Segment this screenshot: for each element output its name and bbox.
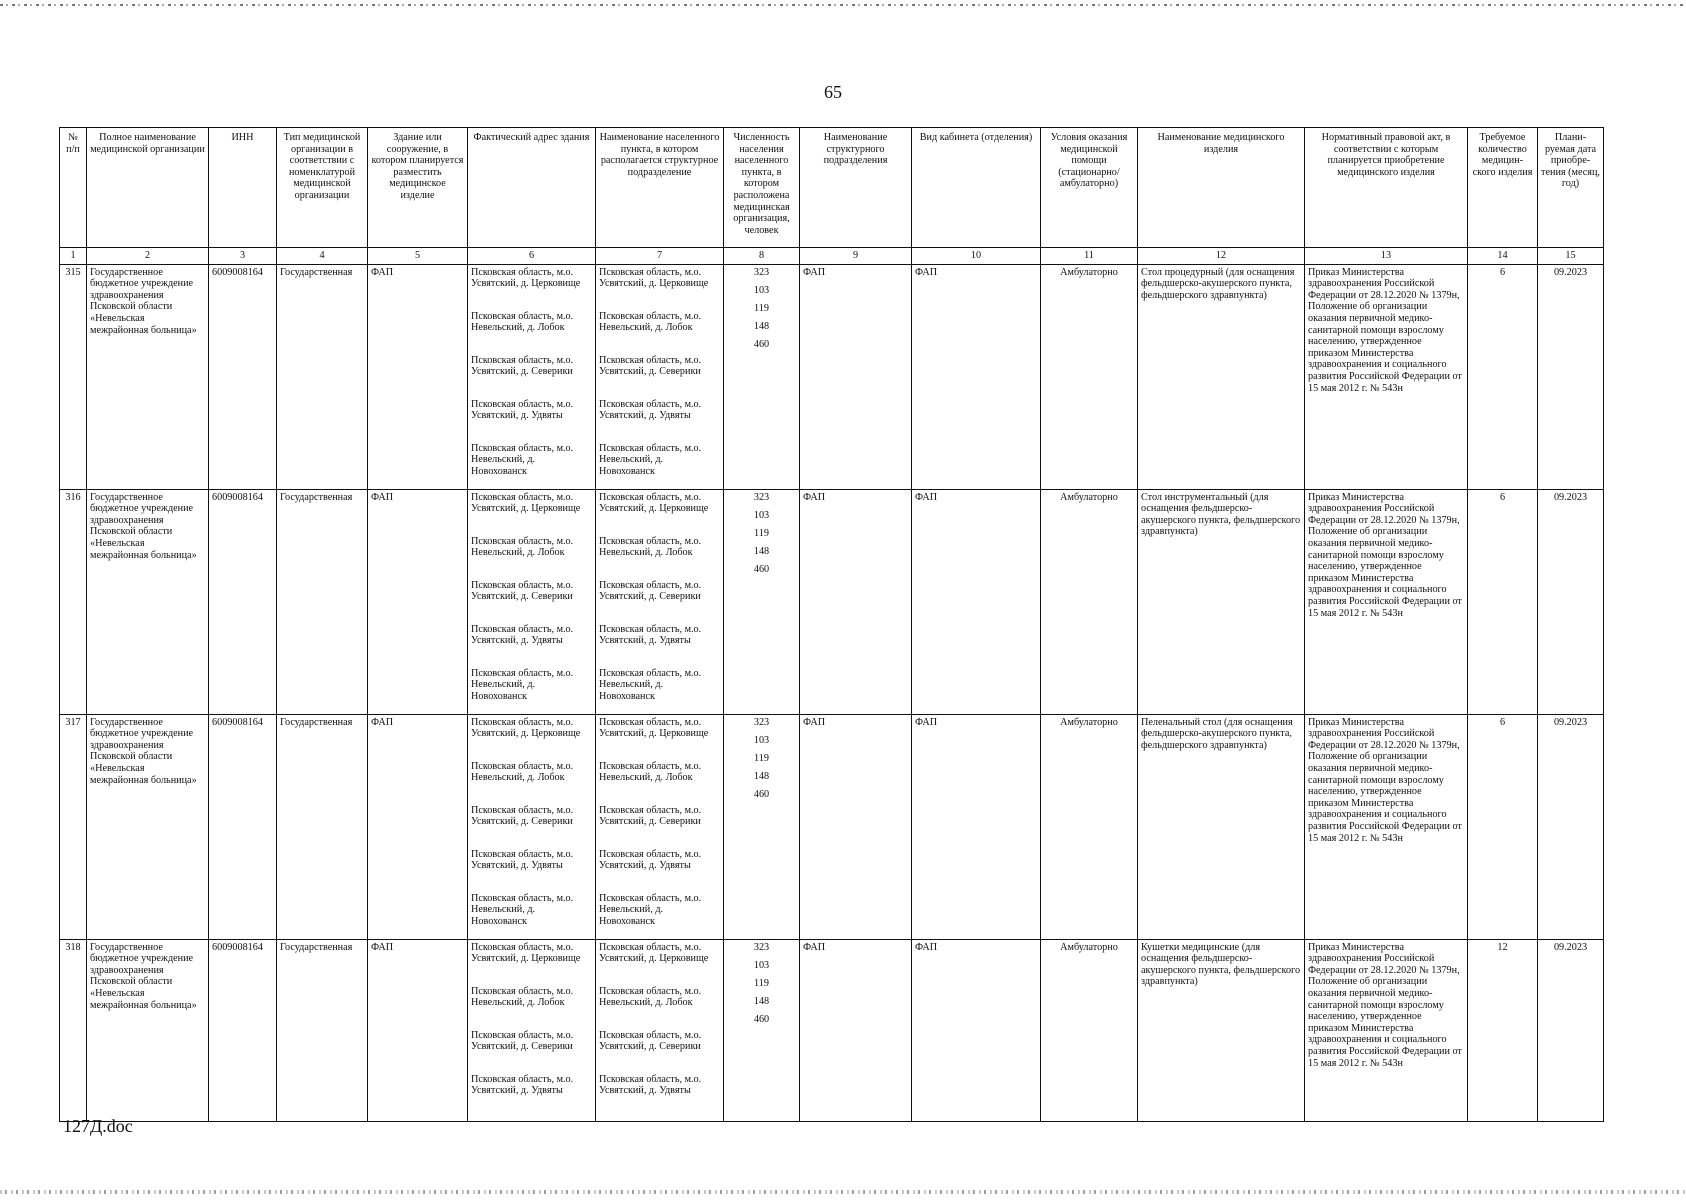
row-number: 315 <box>60 264 87 489</box>
address: Псковская область, м.о. Невельский, д. Новохованск <box>471 442 574 477</box>
population: 103 <box>753 509 770 521</box>
header-cell: Условия оказания медицинской помощи (стационарно/ амбулаторно) <box>1041 128 1138 248</box>
quantity: 6 <box>1468 714 1538 939</box>
header-cell: ИНН <box>209 128 277 248</box>
address-list <box>468 489 596 714</box>
settlement: Псковская область, м.о. Усвятский, д. Церковище <box>599 266 709 290</box>
page-number: 65 <box>824 82 842 102</box>
address: Псковская область, м.о. Невельский, д. Лобок <box>471 535 574 559</box>
address: Псковская область, м.о. Усвятский, д. Церковище <box>471 266 581 290</box>
org-name: Государственное бюджетное учреждение здравоохранения Псковской области «Невельская межрайонная больница» <box>87 714 209 939</box>
org-name: Государственное бюджетное учреждение здравоохранения Псковской области «Невельская межрайонная больница» <box>87 489 209 714</box>
address: Псковская область, м.о. Усвятский, д. Церковище <box>471 941 581 965</box>
address: Псковская область, м.о. Усвятский, д. Северики <box>471 579 574 603</box>
legal-act: Приказ Министерства здравоохранения Российской Федерации от 28.12.2020 № 1379н, Положение об организации оказания первичной медико-санитарной помощи взрослому населению, утвержденное приказом Министерства здравоохранения и социального развития Российской Федерации от 15 мая 2012 г. № 543н <box>1305 714 1468 939</box>
population: 119 <box>754 752 769 764</box>
settlement: Псковская область, м.о. Усвятский, д. Церковище <box>599 491 709 515</box>
settlement-list <box>596 489 724 714</box>
header-cell: Плани-руемая дата приобре-тения (месяц, год) <box>1538 128 1604 248</box>
header-cell: Тип медицинской организации в соответствии с номенклатурой медицинской организации <box>277 128 368 248</box>
settlement: Псковская область, м.о. Усвятский, д. Удвяты <box>599 848 702 872</box>
row-number: 317 <box>60 714 87 939</box>
inn: 6009008164 <box>209 489 277 714</box>
population: 460 <box>753 563 770 575</box>
purchase-date: 09.2023 <box>1538 264 1604 489</box>
structural-unit: ФАП <box>800 264 912 489</box>
quantity: 6 <box>1468 264 1538 489</box>
table-row <box>60 489 1604 714</box>
header-cell: Требуемое количество медицин-ского изделия <box>1468 128 1538 248</box>
header-cell: Численность населения населенного пункта, в котором расположена медицинская организация, человек <box>724 128 800 248</box>
header-cell: Здание или сооружение, в котором планируется разместить медицинское изделие <box>368 128 468 248</box>
settlement: Псковская область, м.о. Усвятский, д. Северики <box>599 354 702 378</box>
device-name: Кушетки медицинские (для оснащения фельдшерско-акушерского пункта, фельдшерского здравпункта) <box>1138 939 1305 1121</box>
column-number: 8 <box>724 248 800 265</box>
population: 323 <box>753 716 770 728</box>
column-number: 9 <box>800 248 912 265</box>
cabinet-type: ФАП <box>912 489 1041 714</box>
scan-edge-bottom <box>0 1190 1686 1194</box>
population-list <box>724 939 800 1121</box>
column-number: 13 <box>1305 248 1468 265</box>
org-type: Государственная <box>277 489 368 714</box>
column-number: 14 <box>1468 248 1538 265</box>
header-row <box>60 128 1604 248</box>
address: Псковская область, м.о. Усвятский, д. Удвяты <box>471 398 574 422</box>
address: Псковская область, м.о. Усвятский, д. Северики <box>471 804 574 828</box>
settlement-list <box>596 264 724 489</box>
scan-edge-top <box>0 4 1686 6</box>
inn: 6009008164 <box>209 264 277 489</box>
population: 460 <box>753 1013 770 1025</box>
address: Псковская область, м.о. Усвятский, д. Северики <box>471 354 574 378</box>
column-number: 1 <box>60 248 87 265</box>
settlement-list <box>596 714 724 939</box>
population: 148 <box>753 320 770 332</box>
device-name: Стол процедурный (для оснащения фельдшерско-акушерского пункта, фельдшерского здравпункта) <box>1138 264 1305 489</box>
inn: 6009008164 <box>209 939 277 1121</box>
building: ФАП <box>368 714 468 939</box>
address: Псковская область, м.о. Усвятский, д. Северики <box>471 1029 574 1053</box>
population-list <box>724 489 800 714</box>
population: 103 <box>753 284 770 296</box>
population-list <box>724 714 800 939</box>
header-cell: Нормативный правовой акт, в соответствии с которым планируется приобретение медицинского изделия <box>1305 128 1468 248</box>
legal-act: Приказ Министерства здравоохранения Российской Федерации от 28.12.2020 № 1379н, Положение об организации оказания первичной медико-санитарной помощи взрослому населению, утвержденное приказом Министерства здравоохранения и социального развития Российской Федерации от 15 мая 2012 г. № 543н <box>1305 489 1468 714</box>
settlement: Псковская область, м.о. Усвятский, д. Северики <box>599 804 702 828</box>
address: Псковская область, м.о. Невельский, д. Новохованск <box>471 892 574 927</box>
settlement: Псковская область, м.о. Невельский, д. Новохованск <box>599 667 702 702</box>
column-number: 7 <box>596 248 724 265</box>
settlement: Псковская область, м.о. Невельский, д. Новохованск <box>599 892 702 927</box>
column-number-row <box>60 248 1604 265</box>
column-number: 11 <box>1041 248 1138 265</box>
equipment-table <box>59 127 1604 1122</box>
header-cell: Фактический адрес здания <box>468 128 596 248</box>
population: 148 <box>753 995 770 1007</box>
cabinet-type: ФАП <box>912 714 1041 939</box>
address: Псковская область, м.о. Невельский, д. Лобок <box>471 760 574 784</box>
settlement: Псковская область, м.о. Усвятский, д. Удвяты <box>599 623 702 647</box>
population: 119 <box>754 527 769 539</box>
column-number: 5 <box>368 248 468 265</box>
settlement: Псковская область, м.о. Усвятский, д. Северики <box>599 579 702 603</box>
address-list <box>468 939 596 1121</box>
address: Псковская область, м.о. Усвятский, д. Церковище <box>471 491 581 515</box>
population: 323 <box>753 266 770 278</box>
population: 460 <box>753 338 770 350</box>
table-row <box>60 714 1604 939</box>
address: Псковская область, м.о. Невельский, д. Лобок <box>471 310 574 334</box>
address: Псковская область, м.о. Невельский, д. Новохованск <box>471 667 574 702</box>
row-number: 316 <box>60 489 87 714</box>
care-conditions: Амбулаторно <box>1041 489 1138 714</box>
building: ФАП <box>368 264 468 489</box>
org-name: Государственное бюджетное учреждение здравоохранения Псковской области «Невельская межрайонная больница» <box>87 264 209 489</box>
address: Псковская область, м.о. Усвятский, д. Церковище <box>471 716 581 740</box>
header-cell: Вид кабинета (отделения) <box>912 128 1041 248</box>
population: 103 <box>753 959 770 971</box>
column-number: 4 <box>277 248 368 265</box>
settlement: Псковская область, м.о. Невельский, д. Лобок <box>599 535 702 559</box>
org-type: Государственная <box>277 264 368 489</box>
population: 148 <box>753 545 770 557</box>
purchase-date: 09.2023 <box>1538 939 1604 1121</box>
settlement: Псковская область, м.о. Усвятский, д. Северики <box>599 1029 702 1053</box>
structural-unit: ФАП <box>800 714 912 939</box>
care-conditions: Амбулаторно <box>1041 939 1138 1121</box>
cabinet-type: ФАП <box>912 264 1041 489</box>
org-type: Государственная <box>277 939 368 1121</box>
settlement: Псковская область, м.о. Невельский, д. Новохованск <box>599 442 702 477</box>
population: 323 <box>753 941 770 953</box>
table-row <box>60 939 1604 1121</box>
address: Псковская область, м.о. Невельский, д. Лобок <box>471 985 574 1009</box>
header-cell: № п/п <box>60 128 87 248</box>
address-list <box>468 714 596 939</box>
settlement-list <box>596 939 724 1121</box>
header-cell: Наименование медицинского изделия <box>1138 128 1305 248</box>
address-list <box>468 264 596 489</box>
cabinet-type: ФАП <box>912 939 1041 1121</box>
org-name: Государственное бюджетное учреждение здравоохранения Псковской области «Невельская межрайонная больница» <box>87 939 209 1121</box>
quantity: 12 <box>1468 939 1538 1121</box>
population-list <box>724 264 800 489</box>
settlement: Псковская область, м.о. Невельский, д. Лобок <box>599 760 702 784</box>
building: ФАП <box>368 939 468 1121</box>
settlement: Псковская область, м.о. Усвятский, д. Церковище <box>599 716 709 740</box>
population: 148 <box>753 770 770 782</box>
device-name: Стол инструментальный (для оснащения фельдшерско-акушерского пункта, фельдшерского здравпункта) <box>1138 489 1305 714</box>
building: ФАП <box>368 489 468 714</box>
address: Псковская область, м.о. Усвятский, д. Удвяты <box>471 848 574 872</box>
header-cell: Наименование населенного пункта, в котором располагается структурное подразделение <box>596 128 724 248</box>
column-number: 10 <box>912 248 1041 265</box>
column-number: 2 <box>87 248 209 265</box>
table-row <box>60 264 1604 489</box>
population: 119 <box>754 977 769 989</box>
care-conditions: Амбулаторно <box>1041 264 1138 489</box>
structural-unit: ФАП <box>800 939 912 1121</box>
address: Псковская область, м.о. Усвятский, д. Удвяты <box>471 623 574 647</box>
column-number: 12 <box>1138 248 1305 265</box>
row-number: 318 <box>60 939 87 1121</box>
legal-act: Приказ Министерства здравоохранения Российской Федерации от 28.12.2020 № 1379н, Положение об организации оказания первичной медико-санитарной помощи взрослому населению, утвержденное приказом Министерства здравоохранения и социального развития Российской Федерации от 15 мая 2012 г. № 543н <box>1305 939 1468 1121</box>
header-cell: Полное наименование медицинской организации <box>87 128 209 248</box>
column-number: 3 <box>209 248 277 265</box>
settlement: Псковская область, м.о. Усвятский, д. Удвяты <box>599 1073 702 1097</box>
column-number: 15 <box>1538 248 1604 265</box>
purchase-date: 09.2023 <box>1538 714 1604 939</box>
population: 103 <box>753 734 770 746</box>
population: 119 <box>754 302 769 314</box>
org-type: Государственная <box>277 714 368 939</box>
quantity: 6 <box>1468 489 1538 714</box>
address: Псковская область, м.о. Усвятский, д. Удвяты <box>471 1073 574 1097</box>
settlement: Псковская область, м.о. Усвятский, д. Удвяты <box>599 398 702 422</box>
population: 323 <box>753 491 770 503</box>
column-number: 6 <box>468 248 596 265</box>
care-conditions: Амбулаторно <box>1041 714 1138 939</box>
settlement: Псковская область, м.о. Усвятский, д. Церковище <box>599 941 709 965</box>
device-name: Пеленальный стол (для оснащения фельдшерско-акушерского пункта, фельдшерского здравпункта) <box>1138 714 1305 939</box>
footer-filename: 127Д.doc <box>63 1116 133 1136</box>
purchase-date: 09.2023 <box>1538 489 1604 714</box>
structural-unit: ФАП <box>800 489 912 714</box>
header-cell: Наименование структурного подразделения <box>800 128 912 248</box>
legal-act: Приказ Министерства здравоохранения Российской Федерации от 28.12.2020 № 1379н, Положение об организации оказания первичной медико-санитарной помощи взрослому населению, утвержденное приказом Министерства здравоохранения и социального развития Российской Федерации от 15 мая 2012 г. № 543н <box>1305 264 1468 489</box>
inn: 6009008164 <box>209 714 277 939</box>
settlement: Псковская область, м.о. Невельский, д. Лобок <box>599 310 702 334</box>
population: 460 <box>753 788 770 800</box>
settlement: Псковская область, м.о. Невельский, д. Лобок <box>599 985 702 1009</box>
